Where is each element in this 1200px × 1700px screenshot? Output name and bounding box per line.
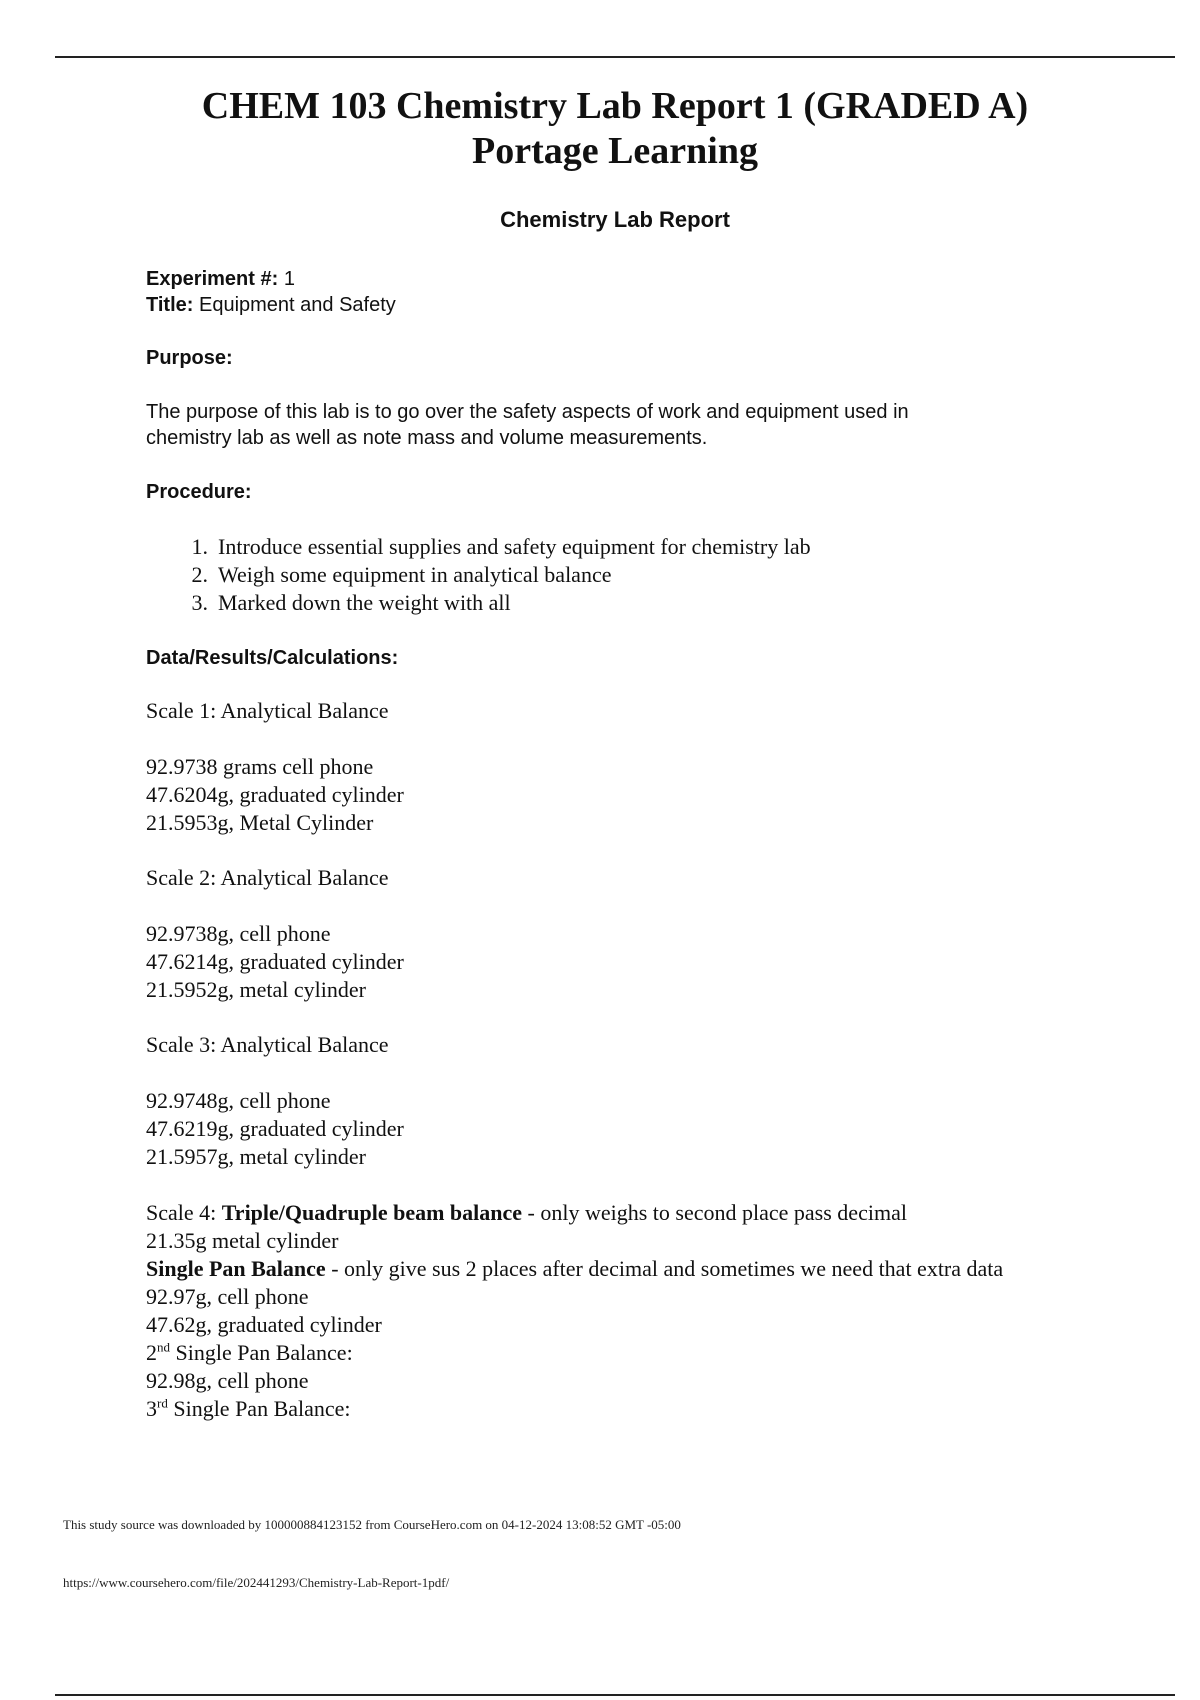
report-subtitle: Chemistry Lab Report: [500, 207, 730, 232]
purpose-line-2: chemistry lab as well as note mass and volume measurements.: [146, 427, 708, 449]
experiment-value: 1: [278, 268, 295, 290]
reading-line: 21.5957g, metal cylinder: [146, 1144, 366, 1169]
title-line-1: CHEM 103 Chemistry Lab Report 1 (GRADED A): [201, 85, 1029, 127]
footer-url[interactable]: https://www.coursehero.com/file/202441293/Chemistry-Lab-Report-1pdf/: [63, 1575, 450, 1590]
scale-1-label: Scale 1: Analytical Balance: [146, 698, 389, 723]
list-item: [146, 561, 811, 589]
list-item-text: Marked down the weight with all: [218, 590, 511, 615]
list-item-text: Weigh some equipment in analytical balance: [218, 562, 612, 587]
bottom-rule: [55, 1694, 1175, 1696]
data-results-heading: Data/Results/Calculations:: [146, 647, 399, 669]
reading-line: 47.6214g, graduated cylinder: [146, 949, 404, 974]
second-single-pan-label: 2nd Single Pan Balance:: [146, 1339, 353, 1365]
list-item: [146, 533, 811, 561]
reading-line: 92.97g, cell phone: [146, 1284, 309, 1309]
reading-line: 21.35g metal cylinder: [146, 1228, 339, 1253]
list-item-number: 3.: [191, 590, 208, 615]
scale-4-prefix: Scale 4:: [146, 1200, 222, 1225]
scale-3-readings: [146, 1087, 404, 1171]
reading-line: 47.6204g, graduated cylinder: [146, 782, 404, 807]
title-value: Equipment and Safety: [193, 294, 396, 316]
reading-line: 92.9748g, cell phone: [146, 1088, 331, 1113]
purpose-line-1: The purpose of this lab is to go over the safety aspects of work and equipment used in: [146, 401, 909, 423]
reading-line: 47.6219g, graduated cylinder: [146, 1116, 404, 1141]
reading-line: 47.62g, graduated cylinder: [146, 1312, 382, 1337]
scale-4-balance-name: Triple/Quadruple beam balance: [221, 1200, 523, 1225]
scale-1-readings: [146, 753, 404, 837]
list-item-text: Introduce essential supplies and safety equipment for chemistry lab: [218, 534, 811, 559]
title-line-2: Portage Learning: [471, 130, 758, 172]
single-pan-label: [146, 1255, 1003, 1283]
reading-line: 92.9738g, cell phone: [146, 921, 331, 946]
scale-4-label: [146, 1199, 1003, 1227]
footer-source-line: This study source was downloaded by 100000884123152 from CourseHero.com on 04-12-2024 13:08:52 GMT -05:00: [63, 1517, 681, 1532]
scale-4-note: - only weighs to second place pass decimal: [522, 1200, 907, 1225]
single-pan-name: Single Pan Balance: [146, 1256, 326, 1281]
reading-line: 92.98g, cell phone: [146, 1368, 309, 1393]
scale-2-readings: [146, 920, 404, 1004]
reading-line: 21.5952g, metal cylinder: [146, 977, 366, 1002]
page-title: [0, 84, 1200, 174]
scale-2-label: Scale 2: Analytical Balance: [146, 865, 389, 890]
reading-line: 92.9738 grams cell phone: [146, 754, 374, 779]
procedure-heading: Procedure:: [146, 481, 252, 503]
purpose-heading: Purpose:: [146, 347, 233, 369]
ordinal-suffix: rd: [157, 1395, 168, 1411]
list-item: [146, 589, 811, 617]
purpose-text: [146, 399, 909, 451]
procedure-list: [146, 533, 811, 617]
top-rule: [55, 56, 1175, 58]
scale-4-block: [146, 1199, 1003, 1423]
ordinal-suffix: nd: [157, 1339, 170, 1355]
title-field: [146, 292, 396, 318]
experiment-label: Experiment #:: [146, 268, 279, 290]
list-item-number: 1.: [191, 534, 208, 559]
title-label: Title:: [146, 294, 194, 316]
single-pan-note: - only give sus 2 places after decimal and sometimes we need that extra data: [325, 1256, 1004, 1281]
list-item-number: 2.: [191, 562, 208, 587]
experiment-field: [146, 266, 295, 292]
third-single-pan-label: 3rd Single Pan Balance:: [146, 1395, 351, 1421]
reading-line: 21.5953g, Metal Cylinder: [146, 810, 374, 835]
scale-3-label: Scale 3: Analytical Balance: [146, 1032, 389, 1057]
